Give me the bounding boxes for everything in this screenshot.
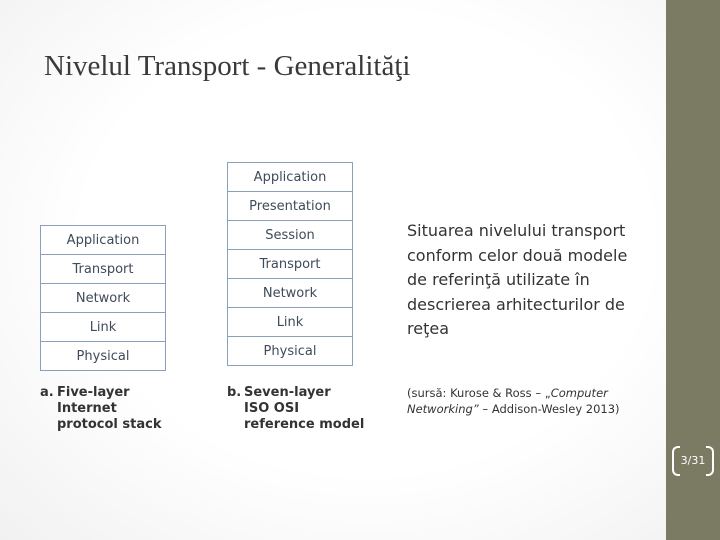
caption-line: protocol stack <box>57 417 162 432</box>
layer-transport: Transport <box>41 255 165 284</box>
source-suffix: – Addison-Wesley 2013) <box>478 402 620 416</box>
layer-application: Application <box>41 226 165 255</box>
layer-session: Session <box>228 221 352 250</box>
source-citation <box>407 385 647 417</box>
caption-line: ISO OSI <box>244 401 300 416</box>
layer-link: Link <box>41 313 165 342</box>
caption-line: Internet <box>57 401 117 416</box>
description-text: Situarea nivelului transport conform celor două modele de referinţă utilizate în descrierea arhitecturilor de reţea <box>407 221 628 338</box>
seven-layer-stack <box>227 162 353 366</box>
bracket-right-icon <box>706 446 714 476</box>
page-number-badge <box>672 446 714 474</box>
layer-physical: Physical <box>76 348 130 364</box>
caption-letter: a. <box>40 385 54 400</box>
layer-network: Network <box>41 284 165 313</box>
source-prefix: (sursă: Kurose & Ross – „ <box>407 386 551 400</box>
caption-letter: b. <box>227 385 242 400</box>
page-number: 3/31 <box>680 453 706 467</box>
bracket-left-icon <box>672 446 680 476</box>
layer-transport: Transport <box>228 250 352 279</box>
layer-physical: Physical <box>263 343 317 359</box>
layer-link: Link <box>228 308 352 337</box>
source-book-title: Computer Networking” <box>407 386 608 416</box>
layer-network: Network <box>228 279 352 308</box>
caption-line: Seven-layer <box>244 385 331 400</box>
caption-line: Five-layer <box>57 385 130 400</box>
caption-line: reference model <box>244 417 365 432</box>
slide-title: Nivelul Transport - Generalităţi <box>44 50 411 82</box>
five-layer-stack <box>40 225 166 371</box>
layer-presentation: Presentation <box>228 192 352 221</box>
layer-application: Application <box>228 163 352 192</box>
